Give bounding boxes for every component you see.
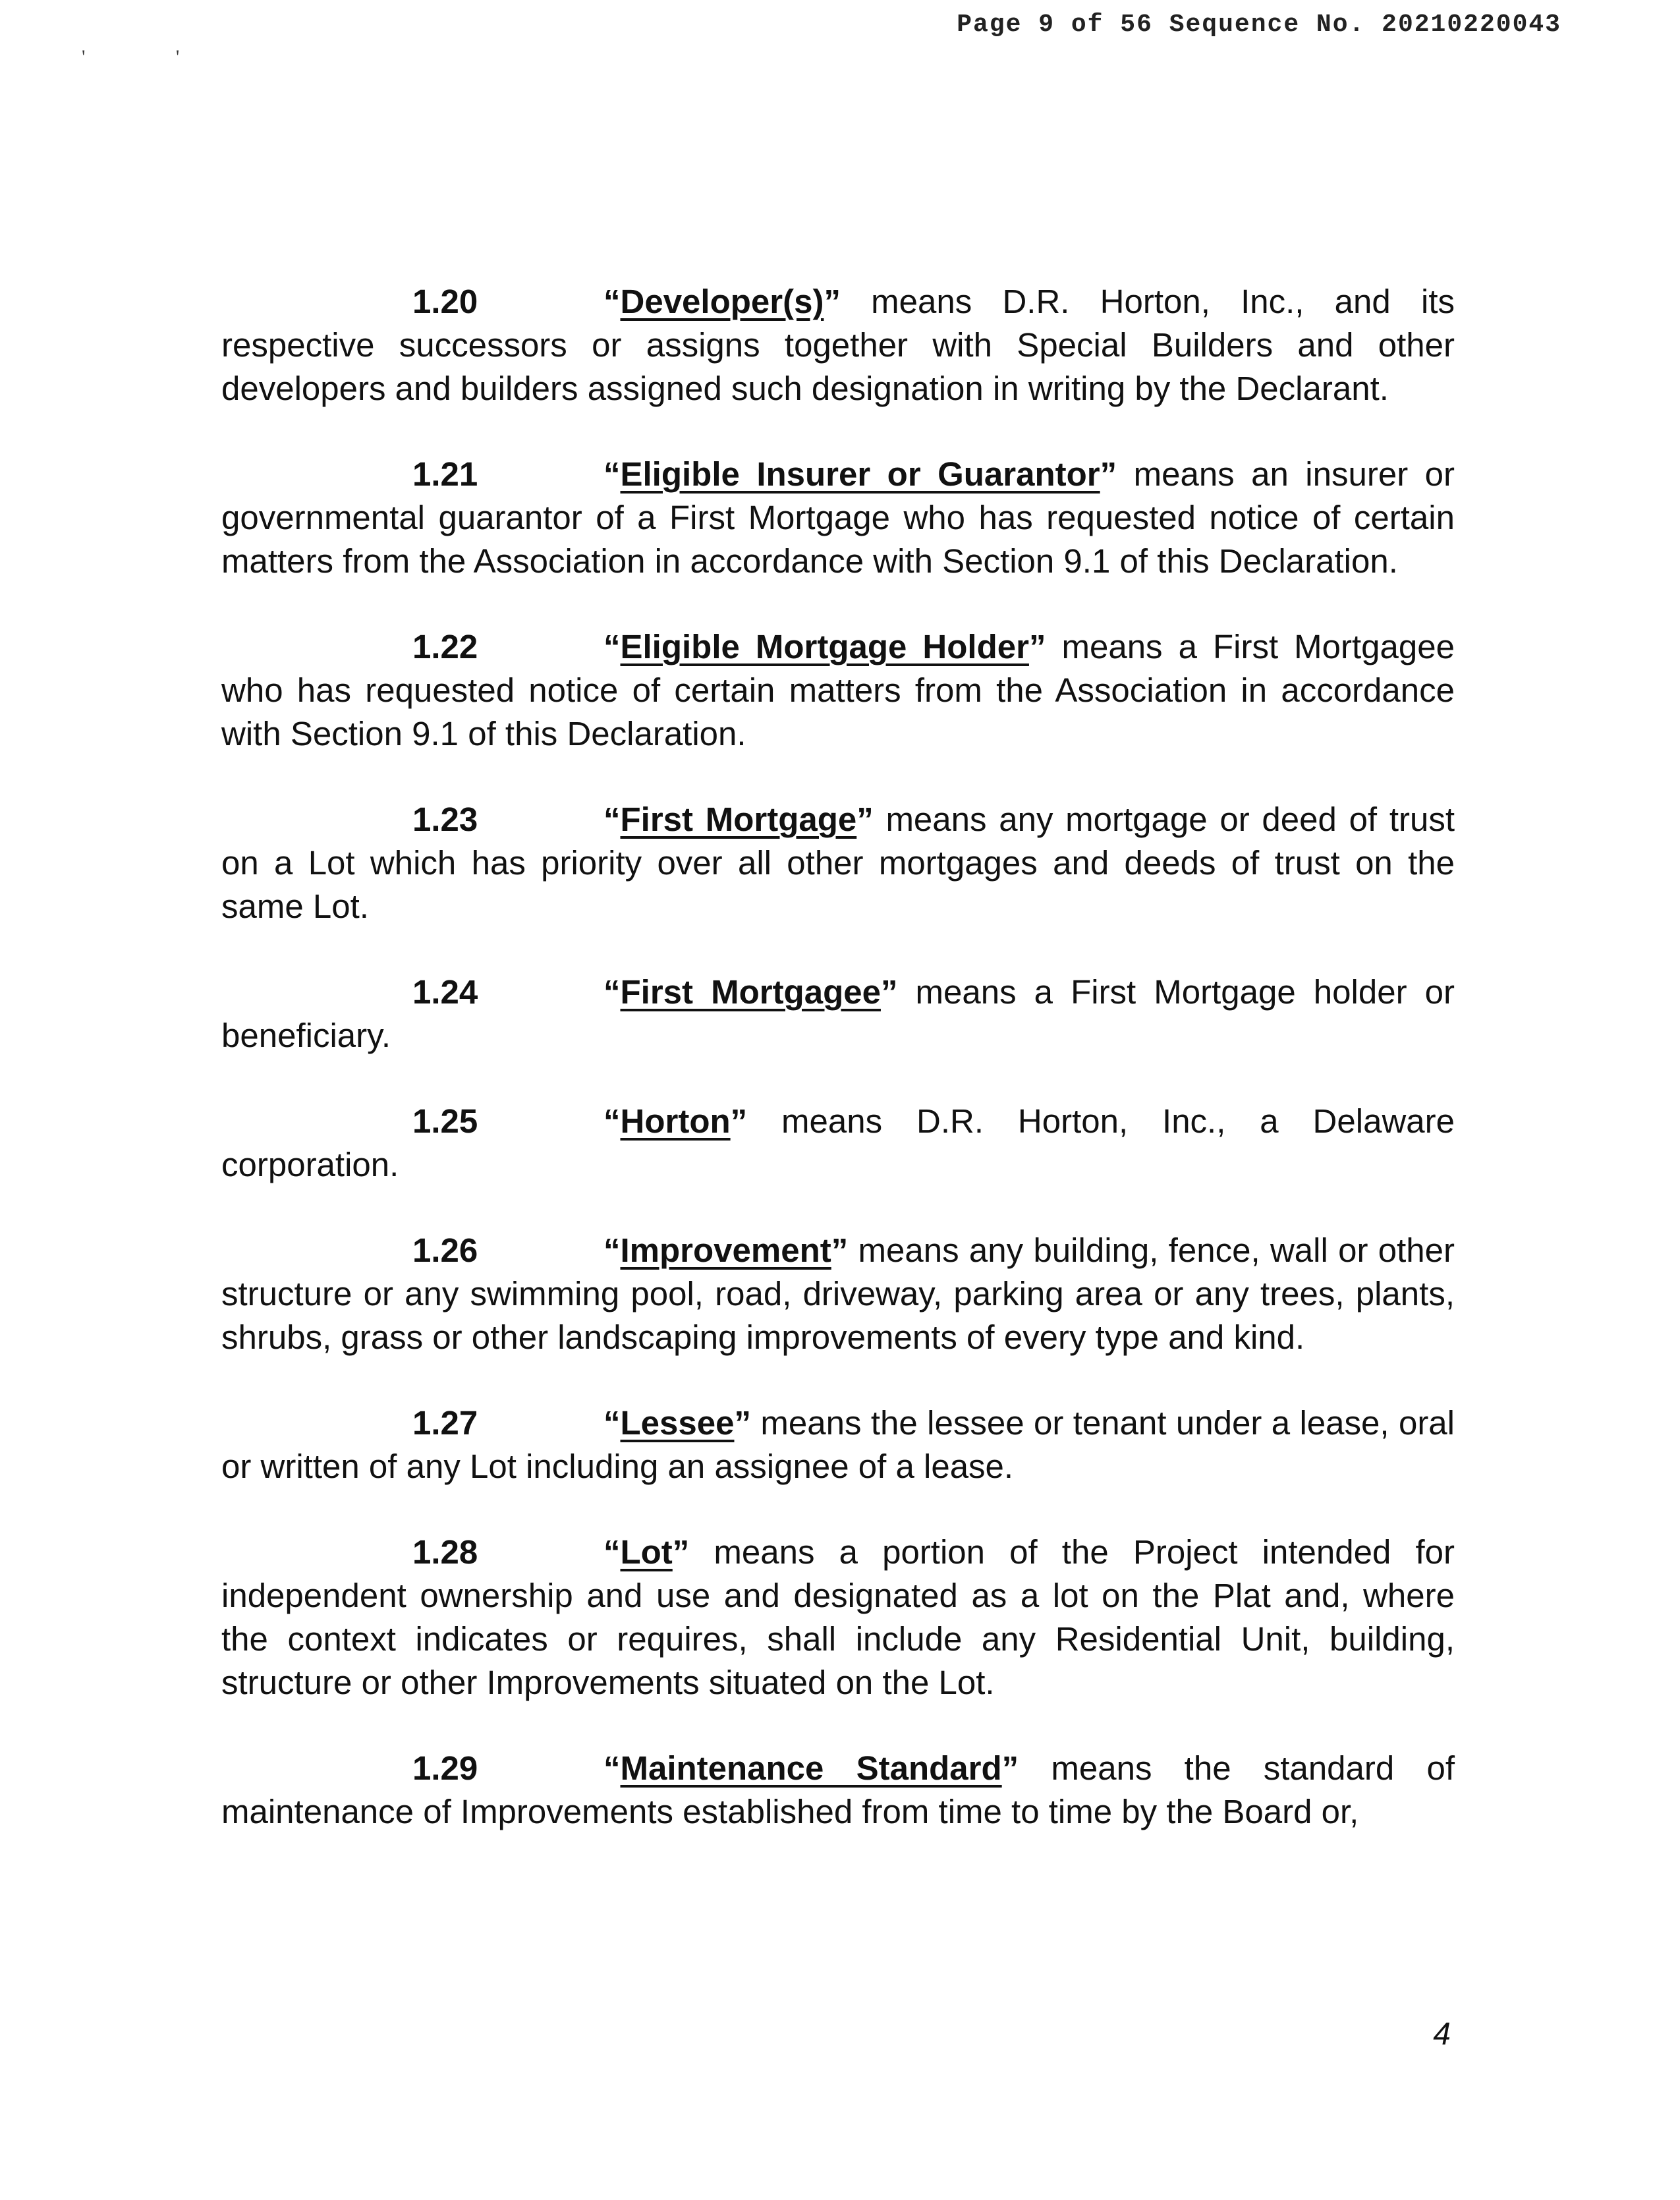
open-quote: “	[603, 628, 621, 665]
defined-term	[603, 1231, 848, 1269]
section-number: 1.26	[412, 1231, 478, 1269]
definition-text: means D.R. Horton, Inc., and its respective successors or assigns together with Special Builders and other developers and builders assigned such designation in writing by the Declarant.	[221, 283, 1455, 407]
term-text: Developer(s)	[620, 283, 824, 320]
section-number: 1.22	[412, 628, 478, 665]
open-quote: “	[603, 283, 621, 320]
section-number: 1.28	[412, 1533, 478, 1571]
defined-term	[603, 1404, 751, 1442]
close-quote: ”	[1028, 628, 1046, 665]
term-text: First Mortgagee	[620, 973, 881, 1011]
term-text: Eligible Insurer or Guarantor	[620, 455, 1100, 493]
section-number: 1.27	[412, 1404, 478, 1442]
definition-text: means the lessee or tenant under a lease, oral or written of any Lot including an assignee of a lease.	[221, 1404, 1455, 1485]
term-text: Eligible Mortgage Holder	[620, 628, 1029, 665]
close-quote: ”	[734, 1404, 751, 1442]
close-quote: ”	[1001, 1749, 1019, 1787]
open-quote: “	[603, 1102, 621, 1140]
definition-1-24	[221, 971, 1455, 1058]
defined-term	[603, 973, 897, 1011]
definition-text: means any building, fence, wall or other structure or any swimming pool, road, driveway, parking area or any trees, plants, shrubs, grass or other landscaping improvements of every type and kind.	[221, 1231, 1455, 1356]
definition-text: means the standard of maintenance of Improvements established from time to time by the Board or,	[221, 1749, 1455, 1830]
definition-1-27	[221, 1401, 1455, 1488]
open-quote: “	[603, 1749, 621, 1787]
close-quote: ”	[1100, 455, 1117, 493]
definition-1-21	[221, 453, 1455, 583]
section-number: 1.25	[412, 1102, 478, 1140]
definition-1-26	[221, 1229, 1455, 1359]
term-text: First Mortgage	[620, 801, 857, 838]
defined-term	[603, 1749, 1019, 1787]
close-quote: ”	[824, 283, 841, 320]
open-quote: “	[603, 1404, 621, 1442]
section-number: 1.21	[412, 455, 478, 493]
defined-term	[603, 628, 1046, 665]
open-quote: “	[603, 455, 621, 493]
term-text: Improvement	[620, 1231, 831, 1269]
definition-text: means a First Mortgage holder or beneficiary.	[221, 973, 1455, 1054]
close-quote: ”	[831, 1231, 849, 1269]
close-quote: ”	[672, 1533, 690, 1571]
open-quote: “	[603, 1231, 621, 1269]
definition-1-28	[221, 1531, 1455, 1705]
term-text: Lot	[620, 1533, 673, 1571]
section-number: 1.24	[412, 973, 478, 1011]
close-quote: ”	[730, 1102, 748, 1140]
scan-tick-marks	[82, 46, 265, 69]
term-text: Horton	[620, 1102, 731, 1140]
close-quote: ”	[880, 973, 898, 1011]
definition-1-23	[221, 798, 1455, 928]
definition-text: means an insurer or governmental guarantor of a First Mortgage who has requested notice of certain matters from the Association in accordance with Section 9.1 of this Declaration.	[221, 455, 1455, 580]
defined-term	[603, 455, 1117, 493]
definitions-body	[221, 280, 1455, 1876]
defined-term	[603, 283, 841, 320]
page-sequence-stamp: Page 9 of 56 Sequence No. 20210220043	[957, 11, 1561, 39]
term-text: Maintenance Standard	[620, 1749, 1002, 1787]
definition-1-25	[221, 1100, 1455, 1187]
definition-1-29	[221, 1747, 1455, 1834]
definition-1-20	[221, 280, 1455, 410]
open-quote: “	[603, 973, 621, 1011]
section-number: 1.20	[412, 283, 478, 320]
section-number: 1.29	[412, 1749, 478, 1787]
tick-mark: '	[175, 46, 180, 68]
term-text: Lessee	[620, 1404, 735, 1442]
definition-text: means a portion of the Project intended for independent ownership and use and designated as a lot on the Plat and, where the context indicates or requires, shall include any Residential Unit, building, structure or other Improvements situated on the Lot.	[221, 1533, 1455, 1701]
open-quote: “	[603, 1533, 621, 1571]
page-number: 4	[1433, 2017, 1451, 2052]
defined-term	[603, 1533, 689, 1571]
definition-1-22	[221, 625, 1455, 756]
definition-text: means any mortgage or deed of trust on a Lot which has priority over all other mortgages and deeds of trust on the same Lot.	[221, 801, 1455, 925]
definition-text: means D.R. Horton, Inc., a Delaware corporation.	[221, 1102, 1455, 1183]
section-number: 1.23	[412, 801, 478, 838]
open-quote: “	[603, 801, 621, 838]
defined-term	[603, 1102, 747, 1140]
tick-mark: '	[82, 46, 86, 68]
definition-text: means a First Mortgagee who has requested notice of certain matters from the Association in accordance with Section 9.1 of this Declaration.	[221, 628, 1455, 752]
close-quote: ”	[856, 801, 874, 838]
defined-term	[603, 801, 874, 838]
